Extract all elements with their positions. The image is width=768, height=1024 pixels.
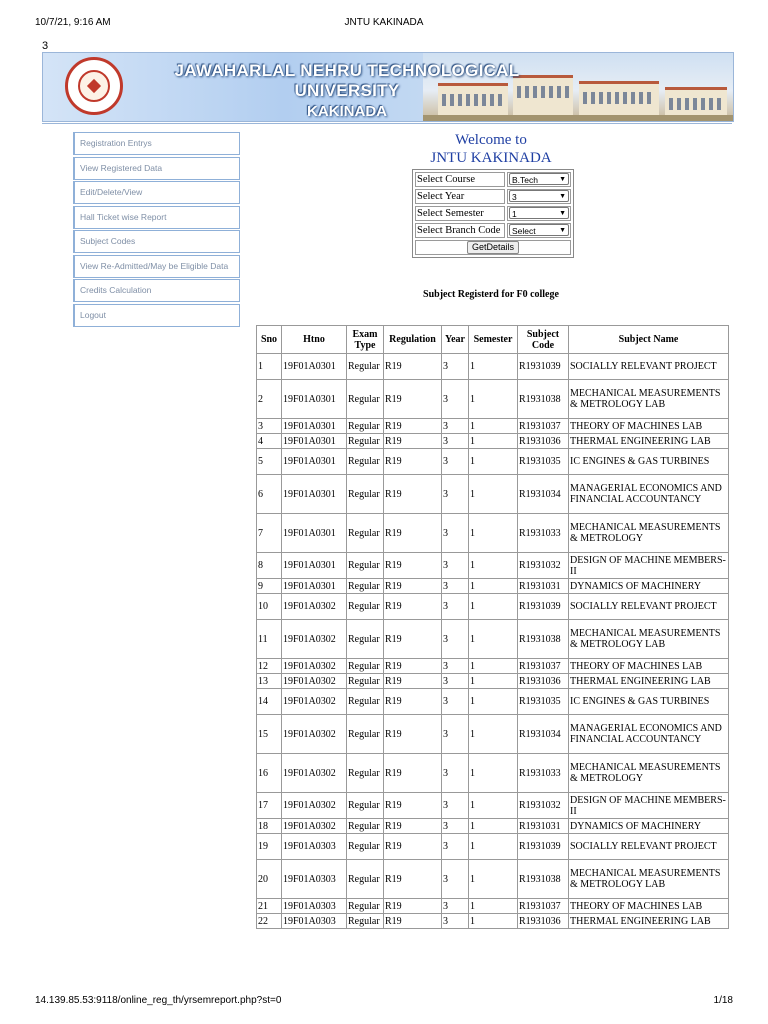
menu-item-view-registered-data[interactable]: View Registered Data (73, 157, 240, 180)
cell-subject-name: MECHANICAL MEASUREMENTS & METROLOGY LAB (569, 380, 729, 419)
cell-subject-code: R1931037 (518, 659, 569, 674)
cell-htno: 19F01A0301 (282, 514, 347, 553)
cell-sno: 18 (257, 819, 282, 834)
cell-semester: 1 (469, 419, 518, 434)
table-row (257, 689, 729, 715)
cell-subject-code: R1931038 (518, 860, 569, 899)
cell-subject-name: MECHANICAL MEASUREMENTS & METROLOGY LAB (569, 620, 729, 659)
year-label: Select Year (415, 189, 505, 204)
cell-exam-type: Regular (347, 659, 384, 674)
banner-divider (42, 123, 732, 124)
cell-htno: 19F01A0301 (282, 475, 347, 514)
cell-subject-code: R1931036 (518, 434, 569, 449)
cell-regulation: R19 (384, 419, 442, 434)
year-select[interactable]: 3 ▼ (509, 190, 569, 202)
cell-subject-name: SOCIALLY RELEVANT PROJECT (569, 834, 729, 860)
cell-htno: 19F01A0301 (282, 419, 347, 434)
cell-regulation: R19 (384, 594, 442, 620)
cell-subject-code: R1931033 (518, 754, 569, 793)
cell-year: 3 (442, 819, 469, 834)
cell-exam-type: Regular (347, 514, 384, 553)
cell-year: 3 (442, 715, 469, 754)
cell-regulation: R19 (384, 449, 442, 475)
cell-exam-type: Regular (347, 715, 384, 754)
cell-sno: 2 (257, 380, 282, 419)
cell-htno: 19F01A0302 (282, 715, 347, 754)
get-details-button[interactable]: GetDetails (467, 241, 519, 254)
cell-year: 3 (442, 419, 469, 434)
cell-subject-name: THERMAL ENGINEERING LAB (569, 434, 729, 449)
menu-item-hall-ticket-report[interactable]: Hall Ticket wise Report (73, 206, 240, 229)
table-row (257, 914, 729, 929)
cell-regulation: R19 (384, 689, 442, 715)
cell-exam-type: Regular (347, 475, 384, 514)
cell-subject-code: R1931034 (518, 475, 569, 514)
cell-htno: 19F01A0302 (282, 793, 347, 819)
branch-label: Select Branch Code (415, 223, 505, 238)
cell-semester: 1 (469, 674, 518, 689)
welcome-line1: Welcome to (455, 132, 527, 148)
cell-subject-code: R1931039 (518, 834, 569, 860)
cell-regulation: R19 (384, 819, 442, 834)
cell-regulation: R19 (384, 354, 442, 380)
cell-subject-code: R1931037 (518, 899, 569, 914)
cell-semester: 1 (469, 715, 518, 754)
cell-year: 3 (442, 689, 469, 715)
print-header (35, 17, 733, 31)
cell-sno: 6 (257, 475, 282, 514)
cell-htno: 19F01A0302 (282, 689, 347, 715)
cell-semester: 1 (469, 594, 518, 620)
subjects-table (256, 325, 729, 929)
cell-exam-type: Regular (347, 419, 384, 434)
cell-subject-code: R1931031 (518, 819, 569, 834)
cell-sno: 19 (257, 834, 282, 860)
menu-item-subject-codes[interactable]: Subject Codes (73, 230, 240, 253)
cell-regulation: R19 (384, 579, 442, 594)
cell-htno: 19F01A0303 (282, 914, 347, 929)
cell-semester: 1 (469, 514, 518, 553)
cell-exam-type: Regular (347, 834, 384, 860)
cell-year: 3 (442, 449, 469, 475)
cell-year: 3 (442, 514, 469, 553)
cell-htno: 19F01A0302 (282, 659, 347, 674)
cell-exam-type: Regular (347, 620, 384, 659)
cell-exam-type: Regular (347, 553, 384, 579)
menu-item-logout[interactable]: Logout (73, 304, 240, 327)
banner-title (147, 61, 547, 120)
branch-select[interactable]: Select ▼ (509, 224, 569, 236)
semester-label: Select Semester (415, 206, 505, 221)
cell-semester: 1 (469, 620, 518, 659)
chevron-down-icon: ▼ (559, 210, 566, 217)
cell-subject-code: R1931032 (518, 553, 569, 579)
cell-regulation: R19 (384, 514, 442, 553)
cell-subject-name: THEORY OF MACHINES LAB (569, 419, 729, 434)
cell-year: 3 (442, 834, 469, 860)
chevron-down-icon: ▼ (559, 193, 566, 200)
cell-sno: 22 (257, 914, 282, 929)
cell-exam-type: Regular (347, 899, 384, 914)
cell-subject-code: R1931039 (518, 354, 569, 380)
cell-subject-name: MANAGERIAL ECONOMICS AND FINANCIAL ACCOUNTANCY (569, 475, 729, 514)
cell-subject-code: R1931036 (518, 914, 569, 929)
cell-sno: 11 (257, 620, 282, 659)
cell-sno: 7 (257, 514, 282, 553)
table-row (257, 819, 729, 834)
table-row (257, 674, 729, 689)
cell-exam-type: Regular (347, 674, 384, 689)
cell-sno: 17 (257, 793, 282, 819)
table-row (257, 715, 729, 754)
cell-sno: 5 (257, 449, 282, 475)
col-header-year: Year (442, 326, 469, 354)
semester-select[interactable]: 1 ▼ (509, 207, 569, 219)
cell-subject-name: THERMAL ENGINEERING LAB (569, 674, 729, 689)
banner-title-line2: KAKINADA (307, 103, 387, 120)
cell-htno: 19F01A0303 (282, 834, 347, 860)
cell-semester: 1 (469, 380, 518, 419)
cell-regulation: R19 (384, 620, 442, 659)
cell-year: 3 (442, 594, 469, 620)
cell-subject-code: R1931036 (518, 674, 569, 689)
cell-exam-type: Regular (347, 914, 384, 929)
col-header-semester: Semester (469, 326, 518, 354)
menu-item-readmitted-data[interactable]: View Re-Admitted/May be Eligible Data (73, 255, 240, 278)
menu-item-credits-calculation[interactable]: Credits Calculation (73, 279, 240, 302)
cell-year: 3 (442, 674, 469, 689)
cell-semester: 1 (469, 754, 518, 793)
cell-subject-code: R1931038 (518, 380, 569, 419)
cell-subject-name: MANAGERIAL ECONOMICS AND FINANCIAL ACCOUNTANCY (569, 715, 729, 754)
cell-sno: 14 (257, 689, 282, 715)
cell-year: 3 (442, 380, 469, 419)
cell-htno: 19F01A0302 (282, 620, 347, 659)
cell-sno: 12 (257, 659, 282, 674)
table-row (257, 553, 729, 579)
cell-htno: 19F01A0302 (282, 674, 347, 689)
cell-regulation: R19 (384, 860, 442, 899)
cell-semester: 1 (469, 449, 518, 475)
cell-semester: 1 (469, 434, 518, 449)
cell-semester: 1 (469, 354, 518, 380)
col-header-regulation: Regulation (384, 326, 442, 354)
cell-htno: 19F01A0301 (282, 380, 347, 419)
cell-htno: 19F01A0301 (282, 434, 347, 449)
cell-sno: 4 (257, 434, 282, 449)
table-row (257, 380, 729, 419)
cell-sno: 9 (257, 579, 282, 594)
cell-semester: 1 (469, 914, 518, 929)
cell-sno: 1 (257, 354, 282, 380)
cell-semester: 1 (469, 819, 518, 834)
cell-year: 3 (442, 579, 469, 594)
table-row (257, 899, 729, 914)
cell-sno: 3 (257, 419, 282, 434)
table-row (257, 754, 729, 793)
cell-year: 3 (442, 434, 469, 449)
cell-htno: 19F01A0302 (282, 594, 347, 620)
cell-sno: 10 (257, 594, 282, 620)
table-row (257, 419, 729, 434)
col-header-subject-name: Subject Name (569, 326, 729, 354)
cell-semester: 1 (469, 834, 518, 860)
cell-year: 3 (442, 620, 469, 659)
cell-regulation: R19 (384, 834, 442, 860)
table-header-row (257, 326, 729, 354)
course-select[interactable]: B.Tech ▼ (509, 173, 569, 185)
chevron-down-icon: ▼ (559, 227, 566, 234)
page-marker: 3 (42, 40, 49, 52)
cell-subject-name: DYNAMICS OF MACHINERY (569, 579, 729, 594)
cell-subject-code: R1931033 (518, 514, 569, 553)
cell-sno: 16 (257, 754, 282, 793)
cell-htno: 19F01A0302 (282, 754, 347, 793)
cell-htno: 19F01A0303 (282, 860, 347, 899)
cell-htno: 19F01A0303 (282, 899, 347, 914)
cell-exam-type: Regular (347, 354, 384, 380)
col-header-subject-code: Subject Code (518, 326, 569, 354)
cell-subject-name: DESIGN OF MACHINE MEMBERS-II (569, 553, 729, 579)
cell-htno: 19F01A0301 (282, 354, 347, 380)
cell-subject-name: IC ENGINES & GAS TURBINES (569, 689, 729, 715)
cell-subject-code: R1931034 (518, 715, 569, 754)
university-logo-icon (65, 57, 123, 115)
cell-semester: 1 (469, 899, 518, 914)
cell-subject-code: R1931038 (518, 620, 569, 659)
cell-semester: 1 (469, 793, 518, 819)
cell-exam-type: Regular (347, 754, 384, 793)
cell-subject-code: R1931039 (518, 594, 569, 620)
cell-year: 3 (442, 553, 469, 579)
table-row (257, 659, 729, 674)
cell-subject-name: MECHANICAL MEASUREMENTS & METROLOGY LAB (569, 860, 729, 899)
university-banner (42, 52, 734, 122)
cell-htno: 19F01A0301 (282, 553, 347, 579)
cell-year: 3 (442, 659, 469, 674)
cell-subject-name: THEORY OF MACHINES LAB (569, 659, 729, 674)
cell-exam-type: Regular (347, 449, 384, 475)
cell-year: 3 (442, 354, 469, 380)
cell-exam-type: Regular (347, 860, 384, 899)
col-header-exam-type: Exam Type (347, 326, 384, 354)
cell-regulation: R19 (384, 553, 442, 579)
cell-semester: 1 (469, 860, 518, 899)
cell-semester: 1 (469, 659, 518, 674)
cell-year: 3 (442, 475, 469, 514)
table-row (257, 354, 729, 380)
cell-subject-name: THEORY OF MACHINES LAB (569, 899, 729, 914)
cell-sno: 21 (257, 899, 282, 914)
table-row (257, 449, 729, 475)
cell-regulation: R19 (384, 754, 442, 793)
cell-exam-type: Regular (347, 434, 384, 449)
cell-exam-type: Regular (347, 689, 384, 715)
cell-subject-name: DYNAMICS OF MACHINERY (569, 819, 729, 834)
cell-year: 3 (442, 860, 469, 899)
cell-semester: 1 (469, 475, 518, 514)
table-row (257, 594, 729, 620)
sidebar-menu (73, 132, 240, 328)
table-row (257, 620, 729, 659)
menu-item-registration-entrys[interactable]: Registration Entrys (73, 132, 240, 155)
cell-regulation: R19 (384, 475, 442, 514)
cell-regulation: R19 (384, 899, 442, 914)
print-page-count: 1/18 (713, 995, 733, 1006)
print-title: JNTU KAKINADA (344, 17, 424, 28)
cell-exam-type: Regular (347, 380, 384, 419)
cell-year: 3 (442, 754, 469, 793)
table-row (257, 434, 729, 449)
cell-regulation: R19 (384, 715, 442, 754)
banner-title-line1: JAWAHARLAL NEHRU TECHNOLOGICAL UNIVERSITY (174, 61, 520, 100)
cell-subject-name: THERMAL ENGINEERING LAB (569, 914, 729, 929)
cell-exam-type: Regular (347, 793, 384, 819)
cell-sno: 20 (257, 860, 282, 899)
table-row (257, 475, 729, 514)
cell-exam-type: Regular (347, 819, 384, 834)
cell-semester: 1 (469, 579, 518, 594)
table-row (257, 860, 729, 899)
cell-year: 3 (442, 899, 469, 914)
cell-subject-name: MECHANICAL MEASUREMENTS & METROLOGY (569, 514, 729, 553)
col-header-htno: Htno (282, 326, 347, 354)
col-header-sno: Sno (257, 326, 282, 354)
table-row (257, 834, 729, 860)
cell-regulation: R19 (384, 793, 442, 819)
print-datetime: 10/7/21, 9:16 AM (35, 17, 111, 28)
cell-exam-type: Regular (347, 594, 384, 620)
course-label: Select Course (415, 172, 505, 187)
cell-subject-code: R1931035 (518, 449, 569, 475)
cell-subject-code: R1931037 (518, 419, 569, 434)
chevron-down-icon: ▼ (559, 176, 566, 183)
print-url: 14.139.85.53:9118/online_reg_th/yrsemreport.php?st=0 (35, 995, 282, 1006)
cell-htno: 19F01A0301 (282, 449, 347, 475)
cell-subject-name: IC ENGINES & GAS TURBINES (569, 449, 729, 475)
table-row (257, 793, 729, 819)
cell-htno: 19F01A0301 (282, 579, 347, 594)
cell-subject-code: R1931032 (518, 793, 569, 819)
print-footer (35, 995, 733, 1009)
cell-regulation: R19 (384, 674, 442, 689)
cell-subject-code: R1931031 (518, 579, 569, 594)
table-row (257, 579, 729, 594)
cell-htno: 19F01A0302 (282, 819, 347, 834)
welcome-line2: JNTU KAKINADA (430, 150, 552, 166)
cell-semester: 1 (469, 689, 518, 715)
cell-sno: 15 (257, 715, 282, 754)
cell-sno: 13 (257, 674, 282, 689)
cell-regulation: R19 (384, 659, 442, 674)
cell-sno: 8 (257, 553, 282, 579)
cell-subject-name: MECHANICAL MEASUREMENTS & METROLOGY (569, 754, 729, 793)
cell-regulation: R19 (384, 434, 442, 449)
cell-subject-name: SOCIALLY RELEVANT PROJECT (569, 354, 729, 380)
cell-subject-name: SOCIALLY RELEVANT PROJECT (569, 594, 729, 620)
selection-form (412, 169, 574, 258)
menu-item-edit-delete-view[interactable]: Edit/Delete/View (73, 181, 240, 204)
welcome-heading (380, 132, 602, 167)
cell-year: 3 (442, 793, 469, 819)
cell-semester: 1 (469, 553, 518, 579)
cell-subject-code: R1931035 (518, 689, 569, 715)
cell-regulation: R19 (384, 380, 442, 419)
table-row (257, 514, 729, 553)
cell-exam-type: Regular (347, 579, 384, 594)
cell-regulation: R19 (384, 914, 442, 929)
cell-subject-name: DESIGN OF MACHINE MEMBERS-II (569, 793, 729, 819)
report-subheading: Subject Registerd for F0 college (423, 289, 559, 300)
cell-year: 3 (442, 914, 469, 929)
